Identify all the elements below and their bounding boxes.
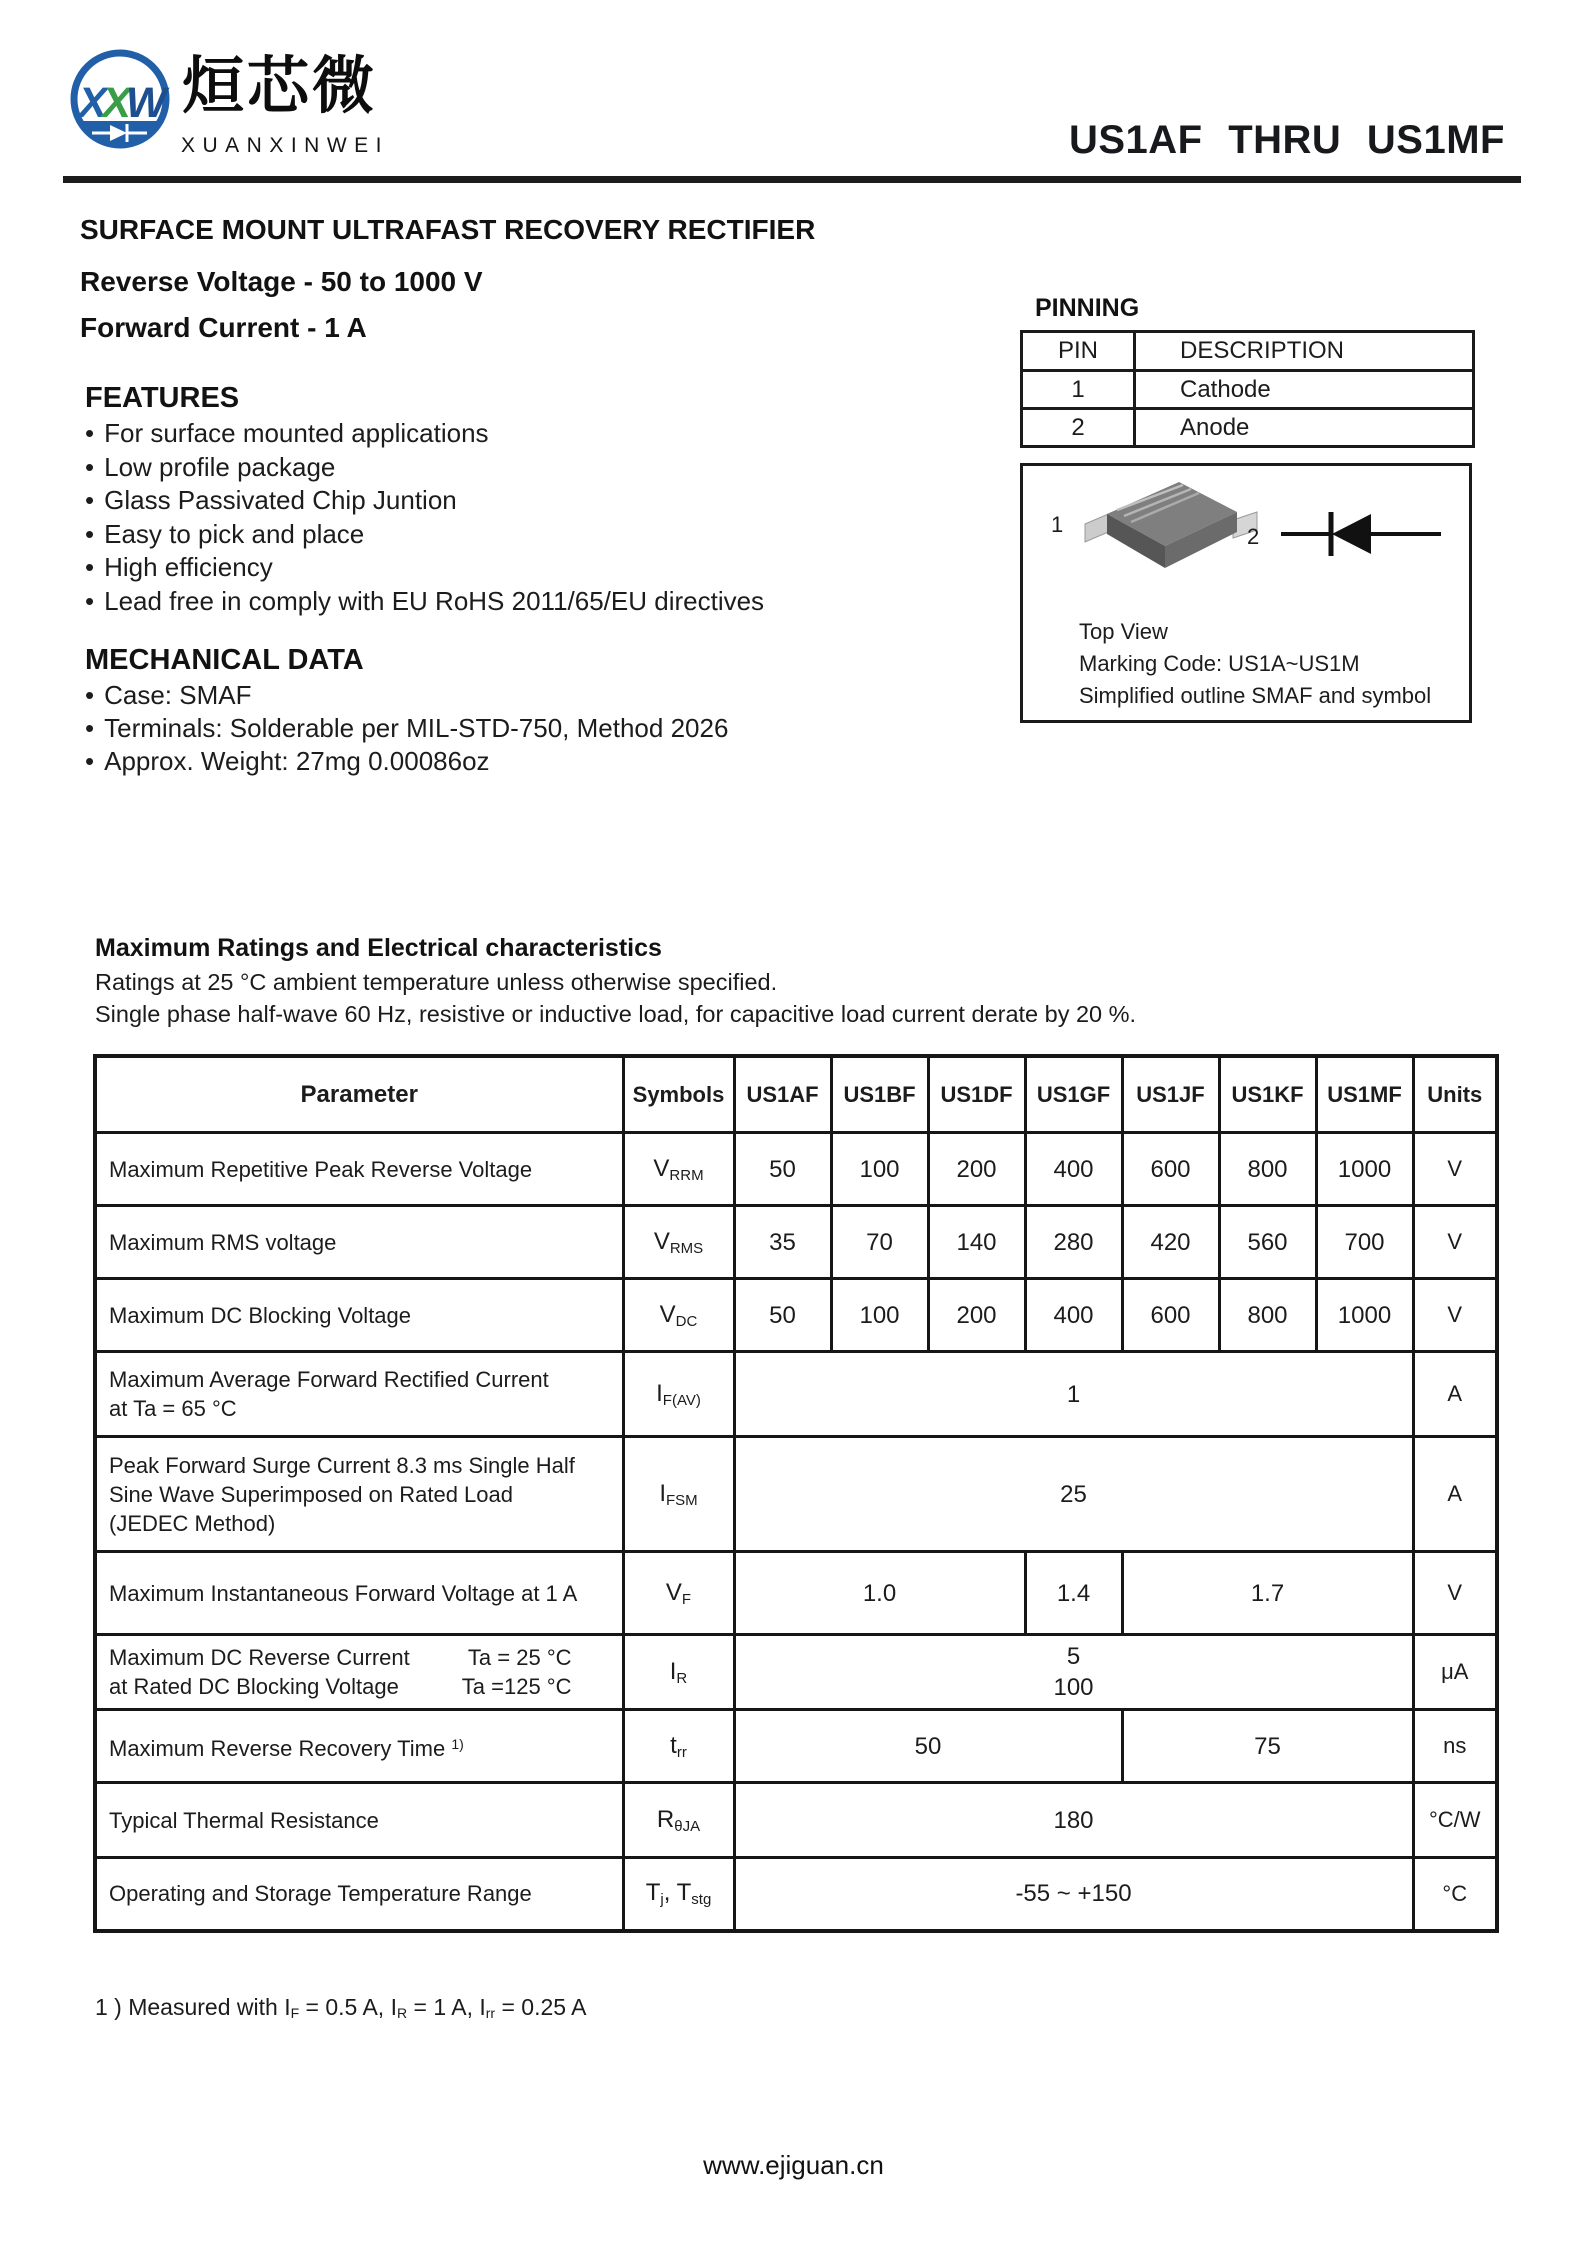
parameter-text: Operating and Storage Temperature Range bbox=[109, 1881, 532, 1907]
parameter-text: Maximum Reverse Recovery Time bbox=[109, 1735, 452, 1761]
value-cell bbox=[734, 1437, 1413, 1552]
unit-cell: ns bbox=[1413, 1710, 1497, 1783]
value-cell bbox=[1219, 1206, 1316, 1279]
forward-current-line: Forward Current - 1 A bbox=[80, 312, 367, 343]
parameter-text: Maximum RMS voltage bbox=[109, 1229, 337, 1255]
symbol-cell bbox=[623, 1352, 734, 1437]
text-segment: V bbox=[665, 1578, 682, 1606]
ratings-heading: Maximum Ratings and Electrical characteristics bbox=[95, 934, 662, 962]
parameter-cell bbox=[95, 1552, 623, 1635]
parameter-cell bbox=[95, 1352, 623, 1437]
pin-description: Anode bbox=[1135, 409, 1474, 447]
parameter-text: at Rated DC Blocking Voltage bbox=[109, 1674, 399, 1699]
parameter-line bbox=[109, 1155, 612, 1184]
value-cell bbox=[831, 1206, 928, 1279]
value-line: 35 bbox=[769, 1228, 796, 1256]
ratings-row bbox=[95, 1437, 1497, 1552]
ratings-row bbox=[95, 1783, 1497, 1858]
text-segment: R bbox=[656, 1805, 675, 1833]
parameter-line bbox=[109, 1730, 612, 1763]
value-cell bbox=[734, 1279, 831, 1352]
ratings-row bbox=[95, 1133, 1497, 1206]
condition-text: Ta = 25 °C bbox=[467, 1645, 572, 1670]
parameter-text: at Ta = 65 °C bbox=[109, 1396, 237, 1421]
ratings-row bbox=[95, 1279, 1497, 1352]
parameter-text: Maximum Average Forward Rectified Current bbox=[109, 1367, 549, 1392]
value-cell bbox=[734, 1352, 1413, 1437]
ratings-row bbox=[95, 1635, 1497, 1710]
mechanical-item-text: Terminals: Solderable per MIL-STD-750, Method 2026 bbox=[104, 713, 729, 743]
smaf-package-3d-icon bbox=[1077, 472, 1267, 607]
parameter-line bbox=[109, 1228, 612, 1257]
value-line: 5 bbox=[1066, 1643, 1081, 1670]
value-cell bbox=[831, 1279, 928, 1352]
parameter-cell bbox=[95, 1858, 623, 1931]
unit-cell: A bbox=[1413, 1437, 1497, 1552]
value-line: 800 bbox=[1247, 1301, 1288, 1329]
mechanical-item bbox=[85, 745, 728, 778]
ratings-header-cell: US1KF bbox=[1219, 1056, 1316, 1133]
symbol-cell bbox=[623, 1133, 734, 1206]
value-line: 600 bbox=[1150, 1155, 1191, 1183]
parameter-cell bbox=[95, 1635, 623, 1710]
value-line: 1.0 bbox=[862, 1579, 897, 1607]
ratings-header-cell: US1JF bbox=[1122, 1056, 1219, 1133]
value-line: 200 bbox=[956, 1301, 997, 1329]
parameter-text: Maximum DC Reverse Current bbox=[109, 1645, 410, 1670]
parameter-line bbox=[109, 1643, 612, 1672]
unit-cell: μA bbox=[1413, 1635, 1497, 1710]
ratings-table bbox=[93, 1054, 1499, 1933]
value-line: 75 bbox=[1254, 1732, 1281, 1760]
feature-item-text: High efficiency bbox=[104, 552, 273, 582]
package-pin2-label: 2 bbox=[1247, 524, 1260, 549]
package-captions bbox=[1079, 616, 1431, 712]
subscript: F bbox=[681, 1590, 692, 1608]
value-cell bbox=[1316, 1279, 1413, 1352]
value-cell bbox=[734, 1783, 1413, 1858]
feature-item bbox=[85, 451, 764, 485]
text-segment: I bbox=[656, 1379, 663, 1407]
value-cell bbox=[1025, 1133, 1122, 1206]
ratings-header-cell: Units bbox=[1413, 1056, 1497, 1133]
feature-item-text: Lead free in comply with EU RoHS 2011/65/EU directives bbox=[104, 585, 765, 616]
text-segment: I bbox=[669, 1657, 677, 1685]
ratings-row bbox=[95, 1352, 1497, 1437]
subscript: R bbox=[676, 1669, 688, 1687]
mechanical-item-text: Case: SMAF bbox=[104, 680, 252, 710]
pinning-header-row bbox=[1022, 332, 1474, 371]
symbol-cell bbox=[623, 1206, 734, 1279]
value-cell bbox=[1316, 1206, 1413, 1279]
feature-item-text: For surface mounted applications bbox=[104, 418, 489, 448]
unit-cell: V bbox=[1413, 1279, 1497, 1352]
parameter-line bbox=[109, 1579, 612, 1608]
footnote-ref: 1) bbox=[451, 1735, 464, 1752]
pinning-table-body bbox=[1022, 371, 1474, 447]
pinning-row bbox=[1022, 371, 1474, 409]
text-segment: V bbox=[659, 1300, 676, 1328]
feature-item-text: Easy to pick and place bbox=[104, 518, 365, 549]
unit-cell: V bbox=[1413, 1133, 1497, 1206]
ratings-header-cell: US1AF bbox=[734, 1056, 831, 1133]
subscript: RRM bbox=[669, 1166, 704, 1184]
pin-number: 2 bbox=[1022, 409, 1135, 447]
features-heading: FEATURES bbox=[85, 382, 240, 414]
package-caption-top-view: Top View bbox=[1079, 619, 1168, 644]
feature-item bbox=[85, 518, 764, 552]
subscript: F(AV) bbox=[662, 1391, 701, 1409]
text-segment: V bbox=[653, 1154, 670, 1182]
text-segment: 1 ) Measured with I bbox=[95, 1994, 291, 2020]
ratings-header-cell: Symbols bbox=[623, 1056, 734, 1133]
subscript: R bbox=[396, 2005, 408, 2021]
parameter-cell bbox=[95, 1206, 623, 1279]
value-line: 1.4 bbox=[1056, 1579, 1091, 1607]
mechanical-item-text: Approx. Weight: 27mg 0.00086oz bbox=[104, 746, 490, 776]
company-name-chinese: 烜芯微 bbox=[182, 52, 378, 121]
mechanical-item bbox=[85, 712, 728, 745]
unit-cell: V bbox=[1413, 1206, 1497, 1279]
feature-item bbox=[85, 585, 764, 619]
text-segment: T bbox=[645, 1879, 661, 1907]
value-line: 700 bbox=[1344, 1228, 1385, 1256]
parameter-line bbox=[109, 1451, 612, 1480]
subscript: RMS bbox=[669, 1239, 704, 1257]
value-cell bbox=[1122, 1552, 1413, 1635]
value-line: 50 bbox=[769, 1301, 796, 1329]
parameter-cell bbox=[95, 1783, 623, 1858]
value-line: 420 bbox=[1150, 1228, 1191, 1256]
symbol-cell bbox=[623, 1635, 734, 1710]
subscript: θJA bbox=[674, 1817, 701, 1835]
value-line: 180 bbox=[1053, 1806, 1094, 1834]
pinning-header-pin: PIN bbox=[1022, 332, 1135, 371]
value-line: 100 bbox=[1053, 1674, 1094, 1701]
ratings-header-cell: US1DF bbox=[928, 1056, 1025, 1133]
diode-symbol-icon bbox=[1279, 502, 1444, 567]
value-line: 140 bbox=[956, 1228, 997, 1256]
text-segment: = 1 A, I bbox=[407, 1994, 486, 2020]
symbol-cell bbox=[623, 1552, 734, 1635]
value-cell bbox=[1025, 1279, 1122, 1352]
parameter-line bbox=[109, 1365, 612, 1394]
condition-text: Ta =125 °C bbox=[461, 1674, 572, 1699]
value-cell bbox=[734, 1206, 831, 1279]
ratings-row bbox=[95, 1206, 1497, 1279]
text-segment: = 0.5 A, I bbox=[299, 1994, 397, 2020]
package-caption-marking-code: Marking Code: US1A~US1M bbox=[1079, 651, 1360, 676]
ratings-row bbox=[95, 1710, 1497, 1783]
parameter-text: Typical Thermal Resistance bbox=[109, 1807, 379, 1833]
symbol-cell bbox=[623, 1710, 734, 1783]
subscript: stg bbox=[691, 1891, 712, 1909]
parameter-cell bbox=[95, 1710, 623, 1783]
value-line: 1 bbox=[1066, 1380, 1081, 1408]
text-segment: = 0.25 A bbox=[495, 1994, 587, 2020]
value-cell bbox=[1122, 1710, 1413, 1783]
ratings-row bbox=[95, 1552, 1497, 1635]
parameter-cell bbox=[95, 1133, 623, 1206]
value-cell bbox=[928, 1279, 1025, 1352]
value-cell bbox=[734, 1552, 1025, 1635]
value-cell bbox=[1122, 1133, 1219, 1206]
value-line: -55 ~ +150 bbox=[1015, 1880, 1132, 1908]
symbol-cell bbox=[623, 1437, 734, 1552]
value-cell bbox=[928, 1133, 1025, 1206]
feature-item-text: Glass Passivated Chip Juntion bbox=[104, 485, 457, 515]
footer-url: www.ejiguan.cn bbox=[703, 2150, 884, 2180]
parameter-line bbox=[109, 1879, 612, 1908]
package-caption-outline: Simplified outline SMAF and symbol bbox=[1079, 683, 1432, 708]
parameter-text: Peak Forward Surge Current 8.3 ms Single Half bbox=[109, 1452, 575, 1478]
ratings-note-2: Single phase half-wave 60 Hz, resistive or inductive load, for capacitive load current derate by 20 %. bbox=[95, 1001, 1137, 1027]
value-cell bbox=[1219, 1279, 1316, 1352]
unit-cell: V bbox=[1413, 1552, 1497, 1635]
package-outline-box bbox=[1020, 463, 1472, 723]
parameter-text: Maximum Repetitive Peak Reverse Voltage bbox=[109, 1156, 533, 1182]
value-line: 400 bbox=[1053, 1155, 1094, 1183]
pin-description: Cathode bbox=[1135, 371, 1474, 409]
value-cell bbox=[1025, 1206, 1122, 1279]
text-segment: I bbox=[659, 1479, 666, 1507]
text-segment: t bbox=[670, 1731, 677, 1759]
symbol-cell bbox=[623, 1279, 734, 1352]
symbol-cell bbox=[623, 1783, 734, 1858]
value-line: 1000 bbox=[1337, 1155, 1392, 1183]
value-cell bbox=[1122, 1206, 1219, 1279]
parameter-text: Maximum DC Blocking Voltage bbox=[109, 1302, 412, 1328]
parameter-line bbox=[109, 1806, 612, 1835]
value-line: 1000 bbox=[1337, 1301, 1392, 1329]
value-line: 50 bbox=[769, 1155, 796, 1183]
text-segment: , T bbox=[663, 1879, 692, 1907]
parameter-line bbox=[109, 1672, 612, 1701]
value-cell bbox=[1316, 1133, 1413, 1206]
parameter-line bbox=[109, 1394, 612, 1423]
mechanical-heading: MECHANICAL DATA bbox=[85, 644, 364, 676]
package-pin1-label: 1 bbox=[1051, 512, 1064, 537]
value-line: 280 bbox=[1053, 1228, 1094, 1256]
parameter-cell bbox=[95, 1437, 623, 1552]
ratings-header-cell: US1GF bbox=[1025, 1056, 1122, 1133]
value-line: 25 bbox=[1060, 1480, 1087, 1508]
text-segment: V bbox=[653, 1227, 670, 1255]
value-cell bbox=[1025, 1552, 1122, 1635]
value-line: 100 bbox=[859, 1301, 900, 1329]
footnote bbox=[95, 1994, 587, 2021]
mechanical-list bbox=[85, 679, 728, 778]
document-title: US1AF THRU US1MF bbox=[1068, 118, 1505, 162]
pinning-heading: PINNING bbox=[1035, 294, 1140, 322]
value-line: 100 bbox=[859, 1155, 900, 1183]
ratings-note-1: Ratings at 25 °C ambient temperature unless otherwise specified. bbox=[95, 969, 778, 995]
value-cell bbox=[1122, 1279, 1219, 1352]
value-cell bbox=[831, 1133, 928, 1206]
ratings-row bbox=[95, 1858, 1497, 1931]
ratings-header-cell: US1MF bbox=[1316, 1056, 1413, 1133]
value-line: 600 bbox=[1150, 1301, 1191, 1329]
feature-item bbox=[85, 484, 764, 518]
subscript: j bbox=[660, 1891, 664, 1909]
value-line: 400 bbox=[1053, 1301, 1094, 1329]
subscript: rr bbox=[485, 2005, 496, 2021]
header-rule bbox=[63, 176, 1521, 183]
value-line: 70 bbox=[866, 1228, 893, 1256]
value-cell bbox=[734, 1635, 1413, 1710]
value-line: 1.7 bbox=[1250, 1579, 1285, 1607]
pinning-header-description: DESCRIPTION bbox=[1135, 332, 1474, 371]
product-heading: SURFACE MOUNT ULTRAFAST RECOVERY RECTIFIER bbox=[80, 214, 816, 245]
value-line: 800 bbox=[1247, 1155, 1288, 1183]
value-line: 560 bbox=[1247, 1228, 1288, 1256]
value-cell bbox=[734, 1133, 831, 1206]
mechanical-item bbox=[85, 679, 728, 712]
symbol-cell bbox=[623, 1858, 734, 1931]
subscript: DC bbox=[675, 1312, 698, 1330]
parameter-text: (JEDEC Method) bbox=[109, 1510, 276, 1536]
reverse-voltage-line: Reverse Voltage - 50 to 1000 V bbox=[80, 266, 483, 297]
pin-number: 1 bbox=[1022, 371, 1135, 409]
subscript: F bbox=[290, 2005, 300, 2021]
parameter-line bbox=[109, 1480, 612, 1509]
feature-item-text: Low profile package bbox=[104, 451, 336, 482]
feature-item bbox=[85, 551, 764, 585]
value-cell bbox=[1219, 1133, 1316, 1206]
value-cell bbox=[928, 1206, 1025, 1279]
ratings-header-cell: Parameter bbox=[95, 1056, 623, 1133]
svg-text:XXW: XXW bbox=[78, 79, 162, 127]
ratings-header-row bbox=[95, 1056, 1497, 1133]
company-name-latin: XUANXINWEI bbox=[181, 134, 390, 157]
subscript: FSM bbox=[666, 1491, 698, 1509]
subscript: rr bbox=[676, 1743, 687, 1761]
parameter-text: Maximum Instantaneous Forward Voltage at 1 A bbox=[109, 1580, 578, 1606]
value-line: 50 bbox=[914, 1732, 942, 1760]
feature-item bbox=[85, 417, 764, 451]
ratings-header-cell: US1BF bbox=[831, 1056, 928, 1133]
parameter-text: Sine Wave Superimposed on Rated Load bbox=[109, 1481, 513, 1507]
value-cell bbox=[734, 1710, 1122, 1783]
value-cell bbox=[734, 1858, 1413, 1931]
unit-cell: A bbox=[1413, 1352, 1497, 1437]
value-line: 200 bbox=[956, 1155, 997, 1183]
features-list bbox=[85, 417, 764, 618]
parameter-line bbox=[109, 1509, 612, 1538]
company-logo-icon bbox=[70, 44, 170, 166]
parameter-line bbox=[109, 1301, 612, 1330]
pinning-table bbox=[1020, 330, 1475, 448]
unit-cell: °C bbox=[1413, 1858, 1497, 1931]
unit-cell: °C/W bbox=[1413, 1783, 1497, 1858]
parameter-cell bbox=[95, 1279, 623, 1352]
pinning-row bbox=[1022, 409, 1474, 447]
